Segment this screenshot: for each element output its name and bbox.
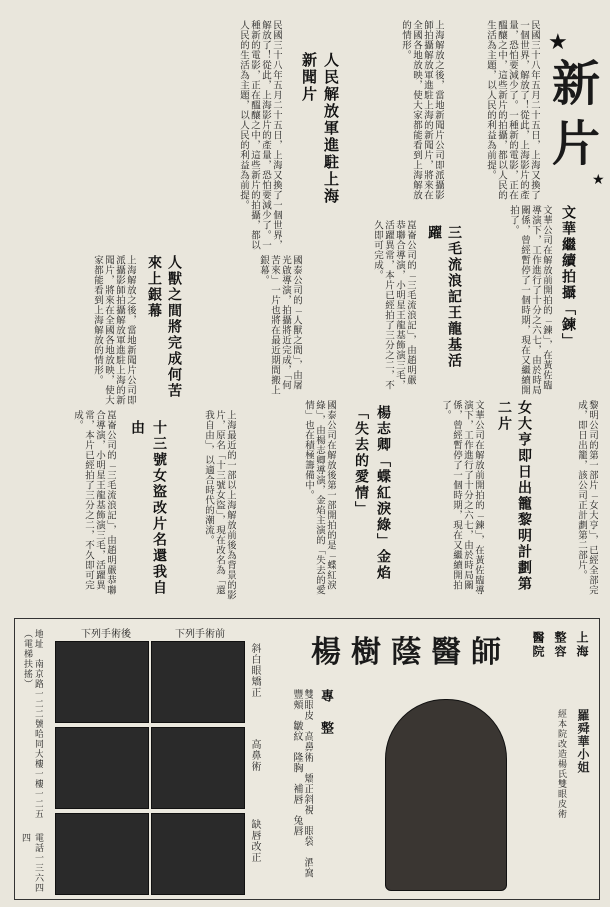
article-yinghua-body: 文華公司在解放前開拍的「鍊」，在黃佐臨導演下，工作進行了十分之六七，由於時局關係，曾經暫停了一個時期，現在又繼續開拍了。: [508, 205, 552, 395]
before-photo-lip: [151, 813, 245, 895]
ad-celebrity-note: 經本院改造楊氏雙眼皮術: [556, 709, 566, 819]
article-yinghua-head: 文華繼續拍攝「鍊」: [560, 205, 576, 349]
article-sanmao-head: 三毛流浪記王龍基活躍: [426, 225, 462, 369]
ad-specialty-head: 專 整: [318, 689, 333, 736]
star-icon: ★: [548, 30, 568, 55]
ad-celebrity-name: 羅舜華小姐: [576, 709, 590, 774]
article-nvdaxue-body-2: 文華公司在解放前開拍的「鍊」，在黃佐臨導演下，工作進行了十分之六七，由於時局關係，曾經暫停了一個時期，現在又繼續開拍了。: [440, 400, 484, 596]
masthead-pian: 片: [552, 116, 601, 172]
article-shisan-head: 十三號女盜改片名還我自由: [129, 420, 167, 596]
caption-nose: 高鼻術: [249, 739, 260, 772]
article-misc-body: 民國三十八年五月二十五日，上海又換了一個世界，解放了！從此，上海影片的產量，恐怕要減少了。一種新的電影，正在醞釀之中，這些新片的拍攝，都以人民的生活為主題，以人民的利益為前提。: [238, 20, 282, 250]
ad-address: 地址 南京路一二二號哈同大樓一樓一二五（電梯扶搖）: [22, 629, 43, 819]
article-dongxi-head: 人獸之間將完成何苦來上銀幕: [146, 255, 182, 399]
ad-after-label: 下列手術後: [81, 629, 131, 640]
ad-hospital-2: 整容: [553, 631, 567, 659]
article-misc-body-2: 上海解放之後，當地新聞片公司即派攝影師拍攝解放軍進駐上海的新聞片，將來在全國各地放映，使大家都能看到上海解放的情形。: [92, 255, 136, 405]
article-nvdaxue-body: 黎明公司的第一部片「女大亨」，已經全部完成，即日出籠，該公司正計劃第二部片。: [576, 400, 598, 596]
ad-hospital-3: 醫院: [531, 631, 545, 659]
after-photo-lip: [55, 813, 149, 895]
article-intro-body: 民國三十八年五月二十五日，上海又換了一個世界，解放了！從此，上海影片的產量，恐怕要減少了。一種新的電影，正在醞釀之中，這些新片的拍攝，都以人民的生活為主題，以人民的利益為前提。: [485, 20, 540, 200]
after-photo-eyes: [55, 641, 149, 723]
caption-lip: 缺唇改正: [249, 819, 260, 863]
article-dongxi-body: 國泰公司的「人獸之間」，由屠光啟導演，拍攝將近完成，「何苦來」一片也將在最近期間搬上銀幕。: [258, 255, 302, 395]
ad-before-label: 下列手術前: [175, 629, 225, 640]
article-liberation-body: 上海解放之後，當地新聞片公司即派攝影師拍攝解放軍進駐上海的新聞片，將來在全國各地放映，使大家都能看到上海解放的情形。: [400, 20, 444, 200]
article-liberation-head: 人民解放軍進駐上海新聞片: [300, 52, 340, 205]
celebrity-photo: [385, 699, 507, 891]
ad-hospital-1: 上海: [575, 631, 589, 659]
article-nvdaxue-head: 女大亨即日出籠黎明計劃第二片: [496, 400, 532, 592]
article-yangxiao-body: 國泰公司在解放後第一部開拍的是「蝶紅淚綠」，由楊志卿導演，金焰主演的「失去的愛情」也在積極籌備中。: [303, 400, 336, 596]
article-sanmao-body: 崑崙公司的「三毛流浪記」，由趙明嚴恭聯合導演，小明星王龍基飾演三毛，活躍異常，本片已經拍了三分之二，不久即可完成。: [372, 220, 416, 390]
ad-services: 雙眼皮 高鼻術 矯正斜視 眼袋 酒窩 豐頰 皺紋 隆胸 補唇 兔唇: [291, 689, 313, 878]
clinic-ad: [14, 618, 600, 900]
before-photo-eyes: [151, 641, 245, 723]
caption-eye: 斜白眼矯正: [249, 643, 260, 698]
article-shisan-body-2: 崑崙公司的「三毛流浪記」，由趙明嚴恭聯合導演，小明星王龍基飾演三毛，活躍異常，本片已經拍了三分之二，不久即可完成。: [72, 410, 116, 596]
ad-phone: 電話一三六四四: [20, 833, 43, 893]
article-shisan-body: 上海最近的一部以上海解放前後為背景的影片，原名「十三號女盜」，現在改名為「還我自由」，以適合時代的潮流。: [203, 410, 236, 600]
article-yangxiao-head: 楊志卿「蝶紅淚綠」金焰「失去的愛情」: [353, 405, 391, 581]
star-icon: ★: [592, 172, 605, 188]
masthead-xin: 新: [552, 56, 601, 112]
before-photo-nose: [151, 727, 245, 809]
ad-title: 楊樹蔭醫師: [311, 635, 511, 670]
after-photo-nose: [55, 727, 149, 809]
